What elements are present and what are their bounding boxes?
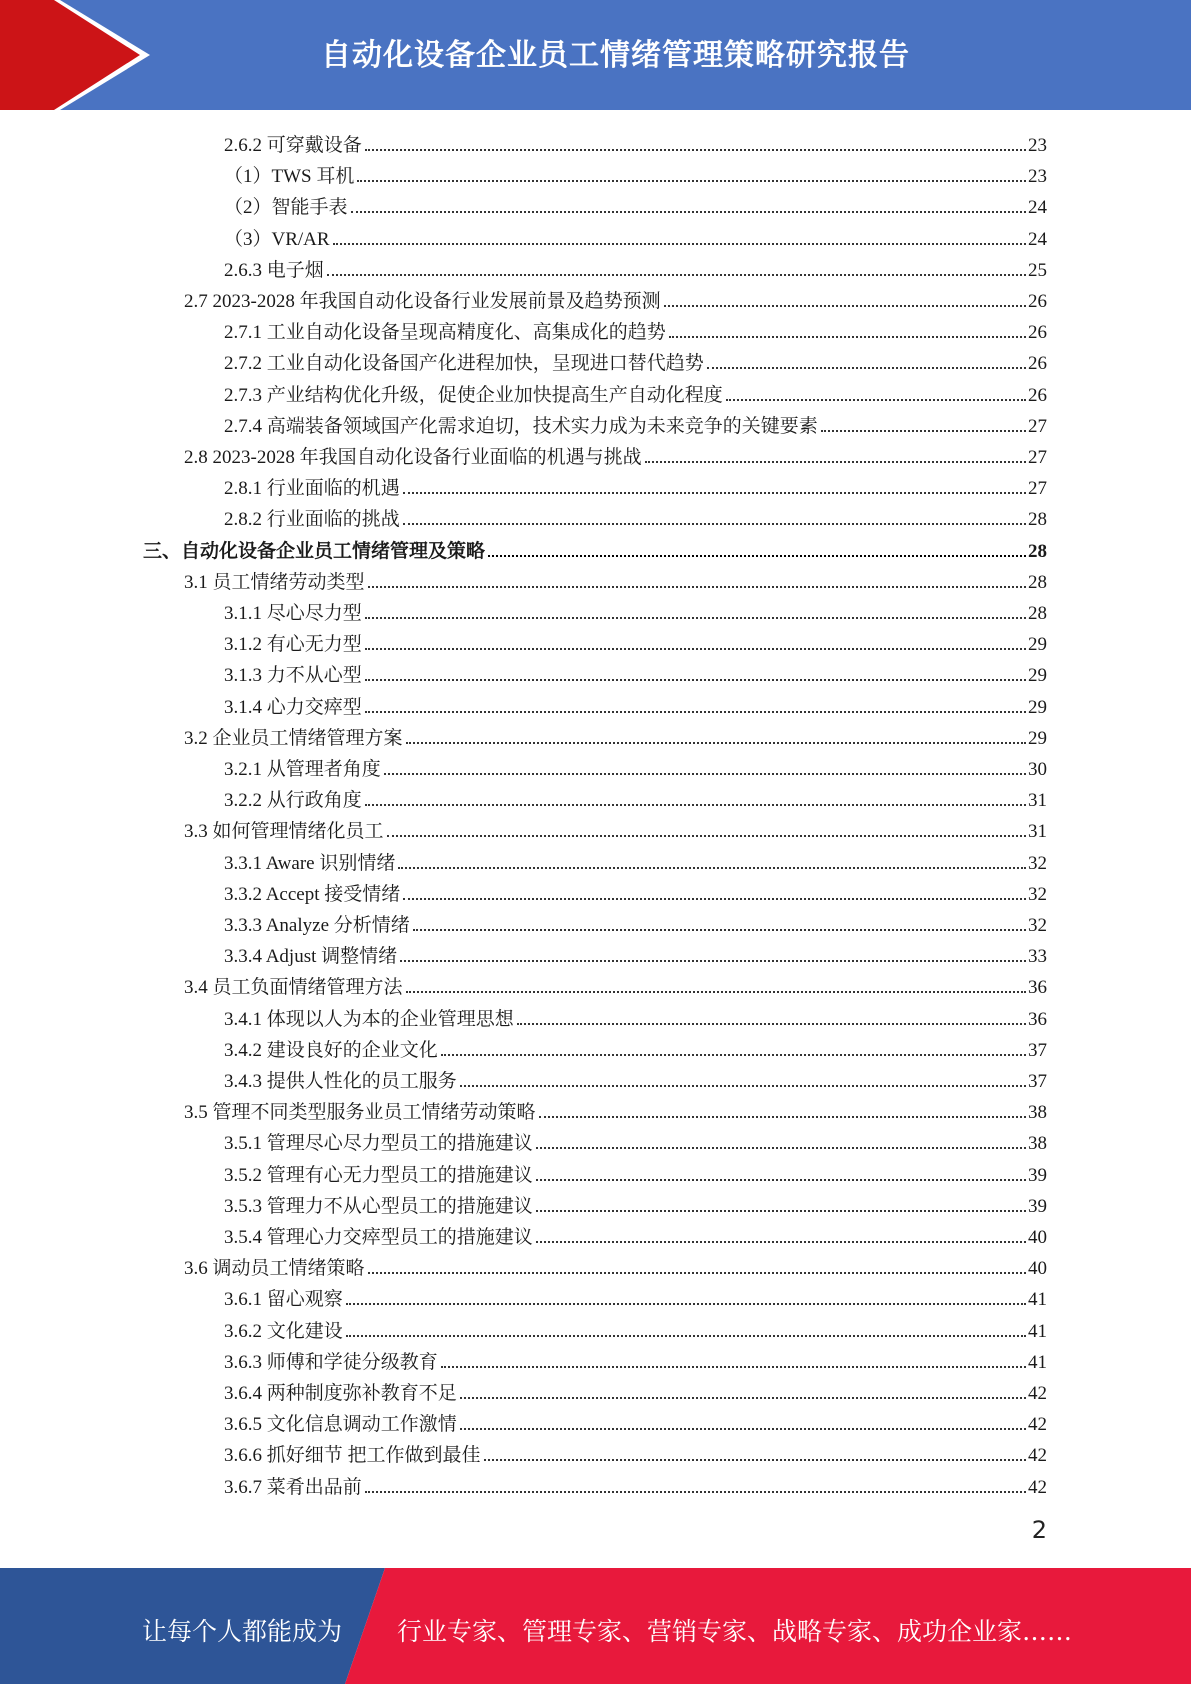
toc-entry-label: 3.1.4 心力交瘁型 bbox=[224, 696, 362, 718]
toc-leader-dots bbox=[536, 1179, 1026, 1181]
toc-leader-dots bbox=[441, 1054, 1026, 1056]
toc-leader-dots bbox=[400, 960, 1026, 962]
toc-entry-label: 3.3.2 Accept 接受情绪 bbox=[224, 883, 401, 905]
toc-entry-label: 2.8.2 行业面临的挑战 bbox=[224, 509, 400, 531]
page-footer bbox=[0, 1568, 1191, 1684]
toc-entry[interactable] bbox=[224, 188, 1047, 219]
toc-entry-label: 3.6.6 抓好细节 把工作做到最佳 bbox=[224, 1445, 481, 1467]
toc-leader-dots bbox=[365, 617, 1026, 619]
toc-entry-page: 40 bbox=[1028, 1258, 1047, 1280]
toc-entry-page: 29 bbox=[1028, 696, 1047, 718]
toc-leader-dots bbox=[669, 336, 1026, 338]
toc-entry-page: 25 bbox=[1028, 259, 1047, 281]
toc-entry[interactable] bbox=[224, 656, 1047, 687]
toc-entry[interactable] bbox=[184, 1093, 1047, 1124]
toc-leader-dots bbox=[664, 305, 1026, 307]
toc-entry-label: 2.8 2023-2028 年我国自动化设备行业面临的机遇与挑战 bbox=[184, 447, 642, 468]
toc-leader-dots bbox=[365, 679, 1026, 681]
toc-entry-page: 27 bbox=[1028, 447, 1047, 468]
toc-leader-dots bbox=[346, 1335, 1026, 1337]
toc-entry-label: 3.4.1 体现以人为本的企业管理思想 bbox=[224, 1008, 514, 1030]
toc-entry[interactable] bbox=[224, 1436, 1047, 1467]
toc-entry-page: 32 bbox=[1028, 883, 1047, 905]
toc-entry-label: 3.3 如何管理情绪化员工 bbox=[184, 821, 384, 843]
toc-entry-page: 26 bbox=[1028, 322, 1047, 344]
toc-leader-dots bbox=[398, 867, 1026, 869]
toc-entry-page: 29 bbox=[1028, 665, 1047, 687]
toc-entry-page: 28 bbox=[1028, 540, 1047, 562]
toc-entry-label: 3.1.1 尽心尽力型 bbox=[224, 603, 362, 624]
toc-leader-dots bbox=[460, 1428, 1026, 1430]
footer-slogan-right: 行业专家、管理专家、营销专家、战略专家、成功企业家…… bbox=[397, 1617, 1073, 1646]
toc-entry-page: 26 bbox=[1028, 291, 1047, 312]
toc-leader-dots bbox=[365, 149, 1026, 151]
toc-entry-page: 32 bbox=[1028, 915, 1047, 936]
toc-entry[interactable] bbox=[224, 1343, 1047, 1374]
toc-leader-dots bbox=[357, 180, 1026, 182]
toc-entry-label: 3.4.2 建设良好的企业文化 bbox=[224, 1039, 438, 1061]
toc-leader-dots bbox=[387, 835, 1026, 837]
toc-entry[interactable] bbox=[184, 438, 1047, 469]
toc-entry[interactable] bbox=[224, 1280, 1047, 1311]
toc-entry-page: 31 bbox=[1028, 790, 1047, 812]
toc-entry-page: 30 bbox=[1028, 759, 1047, 780]
toc-leader-dots bbox=[365, 1491, 1026, 1493]
report-title: 自动化设备企业员工情绪管理策略研究报告 bbox=[321, 38, 910, 73]
toc-entry-page: 39 bbox=[1028, 1164, 1047, 1186]
toc-leader-dots bbox=[707, 367, 1026, 369]
toc-entry-label: 2.7.4 高端装备领域国产化需求迫切，技术实力成为未来竞争的关键要素 bbox=[224, 415, 818, 437]
toc-entry-page: 23 bbox=[1028, 166, 1047, 188]
toc-entry-label: 3.5.3 管理力不从心型员工的措施建议 bbox=[224, 1195, 533, 1217]
toc-entry[interactable] bbox=[224, 220, 1047, 251]
toc-leader-dots bbox=[645, 461, 1026, 463]
toc-entry-page: 42 bbox=[1028, 1383, 1047, 1404]
toc-leader-dots bbox=[365, 711, 1026, 713]
toc-entry-page: 28 bbox=[1028, 509, 1047, 531]
toc-entry-page: 27 bbox=[1028, 478, 1047, 500]
toc-entry-page: 41 bbox=[1028, 1320, 1047, 1342]
toc-entry-label: 3.6.5 文化信息调动工作激情 bbox=[224, 1414, 457, 1436]
toc-entry-page: 28 bbox=[1028, 571, 1047, 593]
toc-entry[interactable] bbox=[143, 532, 1047, 563]
toc-leader-dots bbox=[536, 1241, 1026, 1243]
toc-entry-page: 26 bbox=[1028, 384, 1047, 406]
toc-entry-label: 2.6.2 可穿戴设备 bbox=[224, 135, 362, 156]
toc-entry-page: 26 bbox=[1028, 353, 1047, 375]
toc-entry-label: 3.2.2 从行政角度 bbox=[224, 790, 362, 812]
toc-entry[interactable] bbox=[184, 968, 1047, 999]
toc-entry-label: 3.5.2 管理有心无力型员工的措施建议 bbox=[224, 1164, 533, 1186]
toc-entry[interactable] bbox=[184, 1249, 1047, 1280]
toc-entry[interactable] bbox=[224, 344, 1047, 375]
toc-entry-label: 3.2.1 从管理者角度 bbox=[224, 759, 381, 780]
toc-entry[interactable] bbox=[224, 313, 1047, 344]
toc-entry-label: （1）TWS 耳机 bbox=[224, 166, 355, 188]
toc-entry-label: 3.4.3 提供人性化的员工服务 bbox=[224, 1071, 457, 1092]
toc-leader-dots bbox=[821, 430, 1026, 432]
toc-entry[interactable] bbox=[224, 1156, 1047, 1187]
toc-entry-page: 40 bbox=[1028, 1227, 1047, 1248]
toc-entry[interactable] bbox=[224, 844, 1047, 875]
toc-entry[interactable] bbox=[224, 1468, 1047, 1499]
page-header bbox=[0, 0, 1191, 110]
toc-entry[interactable] bbox=[224, 1000, 1047, 1031]
toc-entry-label: 3.6.3 师傅和学徒分级教育 bbox=[224, 1351, 438, 1373]
toc-entry-label: 3.6.1 留心观察 bbox=[224, 1289, 343, 1311]
toc-entry[interactable] bbox=[224, 750, 1047, 781]
toc-entry[interactable] bbox=[224, 500, 1047, 531]
toc-leader-dots bbox=[441, 1366, 1026, 1368]
toc-leader-dots bbox=[368, 1272, 1026, 1274]
toc-leader-dots bbox=[327, 274, 1026, 276]
toc-entry-label: 3.5 管理不同类型服务业员工情绪劳动策略 bbox=[184, 1102, 536, 1124]
toc-entry-page: 42 bbox=[1028, 1445, 1047, 1467]
toc-entry-page: 39 bbox=[1028, 1195, 1047, 1217]
toc-entry[interactable] bbox=[224, 937, 1047, 968]
toc-entry-page: 27 bbox=[1028, 415, 1047, 437]
toc-entry[interactable] bbox=[224, 1187, 1047, 1218]
toc-leader-dots bbox=[413, 929, 1026, 931]
toc-entry-label: （2）智能手表 bbox=[224, 197, 348, 219]
toc-entry[interactable] bbox=[224, 594, 1047, 625]
toc-entry-page: 37 bbox=[1028, 1039, 1047, 1061]
toc-entry-label: 3.4 员工负面情绪管理方法 bbox=[184, 977, 403, 999]
toc-entry-label: 2.7.2 工业自动化设备国产化进程加快，呈现进口替代趋势 bbox=[224, 353, 704, 375]
toc-entry-label: 3.6.7 菜肴出品前 bbox=[224, 1476, 362, 1498]
toc-entry[interactable] bbox=[224, 126, 1047, 157]
toc-entry-page: 37 bbox=[1028, 1071, 1047, 1092]
toc-leader-dots bbox=[460, 1397, 1026, 1399]
toc-entry[interactable] bbox=[184, 282, 1047, 313]
toc-entry[interactable] bbox=[224, 688, 1047, 719]
toc-entry-label: 2.6.3 电子烟 bbox=[224, 259, 324, 281]
toc-entry-page: 32 bbox=[1028, 852, 1047, 874]
toc-entry-label: 3.5.4 管理心力交瘁型员工的措施建议 bbox=[224, 1227, 533, 1248]
toc-leader-dots bbox=[346, 1303, 1026, 1305]
toc-entry-page: 38 bbox=[1028, 1133, 1047, 1155]
toc-entry-page: 36 bbox=[1028, 977, 1047, 999]
toc-entry[interactable] bbox=[224, 1405, 1047, 1436]
toc-entry-label: 3.1.3 力不从心型 bbox=[224, 665, 362, 687]
toc-entry-label: 3.3.3 Analyze 分析情绪 bbox=[224, 915, 410, 936]
toc-leader-dots bbox=[403, 492, 1026, 494]
toc-leader-dots bbox=[726, 399, 1026, 401]
toc-leader-dots bbox=[365, 804, 1026, 806]
toc-leader-dots bbox=[488, 555, 1026, 557]
toc-entry-label: （3）VR/AR bbox=[224, 228, 330, 250]
toc-entry-page: 41 bbox=[1028, 1351, 1047, 1373]
toc-leader-dots bbox=[539, 1116, 1026, 1118]
toc-entry[interactable] bbox=[224, 1062, 1047, 1093]
toc-entry-label: 2.7.3 产业结构优化升级，促使企业加快提高生产自动化程度 bbox=[224, 384, 723, 406]
toc-entry[interactable] bbox=[224, 376, 1047, 407]
toc-leader-dots bbox=[536, 1210, 1026, 1212]
toc-leader-dots bbox=[365, 648, 1026, 650]
toc-leader-dots bbox=[406, 991, 1026, 993]
toc-entry[interactable] bbox=[224, 781, 1047, 812]
toc-leader-dots bbox=[484, 1459, 1026, 1461]
toc-entry[interactable] bbox=[184, 812, 1047, 843]
toc-leader-dots bbox=[333, 243, 1026, 245]
toc-entry[interactable] bbox=[224, 1031, 1047, 1062]
toc-entry[interactable] bbox=[224, 906, 1047, 937]
toc-entry-page: 28 bbox=[1028, 603, 1047, 624]
toc-leader-dots bbox=[384, 773, 1026, 775]
toc-entry-page: 23 bbox=[1028, 135, 1047, 156]
toc-entry[interactable] bbox=[224, 1124, 1047, 1155]
toc-entry-page: 38 bbox=[1028, 1102, 1047, 1124]
page-number: 2 bbox=[1031, 1516, 1047, 1544]
toc-entry[interactable] bbox=[224, 625, 1047, 656]
toc-entry[interactable] bbox=[224, 251, 1047, 282]
toc-entry-page: 29 bbox=[1028, 634, 1047, 656]
toc-entry[interactable] bbox=[224, 1374, 1047, 1405]
toc-entry-label: 2.7.1 工业自动化设备呈现高精度化、高集成化的趋势 bbox=[224, 322, 666, 344]
toc-entry[interactable] bbox=[184, 563, 1047, 594]
toc-entry[interactable] bbox=[224, 1312, 1047, 1343]
footer-slogan-left: 让每个人都能成为 bbox=[142, 1617, 343, 1646]
toc-leader-dots bbox=[536, 1147, 1026, 1149]
toc-entry-page: 24 bbox=[1028, 197, 1047, 219]
toc-entry-label: 3.6.2 文化建设 bbox=[224, 1320, 343, 1342]
toc-entry[interactable] bbox=[224, 407, 1047, 438]
toc-entry-page: 33 bbox=[1028, 946, 1047, 968]
toc-entry-page: 31 bbox=[1028, 821, 1047, 843]
toc-leader-dots bbox=[460, 1085, 1026, 1087]
toc-entry-page: 41 bbox=[1028, 1289, 1047, 1311]
toc-leader-dots bbox=[517, 1023, 1026, 1025]
toc-leader-dots bbox=[403, 898, 1026, 900]
toc-entry[interactable] bbox=[184, 719, 1047, 750]
toc-entry-label: 3.5.1 管理尽心尽力型员工的措施建议 bbox=[224, 1133, 533, 1155]
toc-entry[interactable] bbox=[224, 469, 1047, 500]
toc-entry-label: 3.6.4 两种制度弥补教育不足 bbox=[224, 1383, 457, 1404]
toc-entry-label: 3.2 企业员工情绪管理方案 bbox=[184, 727, 403, 749]
toc-entry-page: 29 bbox=[1028, 727, 1047, 749]
toc-leader-dots bbox=[351, 211, 1026, 213]
toc-entry-page: 42 bbox=[1028, 1476, 1047, 1498]
toc-entry-label: 3.3.1 Aware 识别情绪 bbox=[224, 852, 396, 874]
toc-leader-dots bbox=[403, 523, 1026, 525]
toc-entry[interactable] bbox=[224, 1218, 1047, 1249]
toc-entry-label: 3.1 员工情绪劳动类型 bbox=[184, 571, 365, 593]
toc-entry-page: 24 bbox=[1028, 228, 1047, 250]
toc-entry-page: 36 bbox=[1028, 1008, 1047, 1030]
toc-entry-label: 2.7 2023-2028 年我国自动化设备行业发展前景及趋势预测 bbox=[184, 291, 661, 312]
toc-entry[interactable] bbox=[224, 875, 1047, 906]
toc-entry-label: 三、自动化设备企业员工情绪管理及策略 bbox=[143, 540, 486, 562]
toc-entry-label: 3.1.2 有心无力型 bbox=[224, 634, 362, 656]
toc-entry-label: 3.3.4 Adjust 调整情绪 bbox=[224, 946, 398, 968]
toc-entry-label: 3.6 调动员工情绪策略 bbox=[184, 1258, 365, 1280]
toc-leader-dots bbox=[368, 586, 1026, 588]
toc-entry-page: 42 bbox=[1028, 1414, 1047, 1436]
toc-leader-dots bbox=[406, 742, 1026, 744]
toc-entry-label: 2.8.1 行业面临的机遇 bbox=[224, 478, 400, 500]
toc-entry[interactable] bbox=[224, 157, 1047, 188]
